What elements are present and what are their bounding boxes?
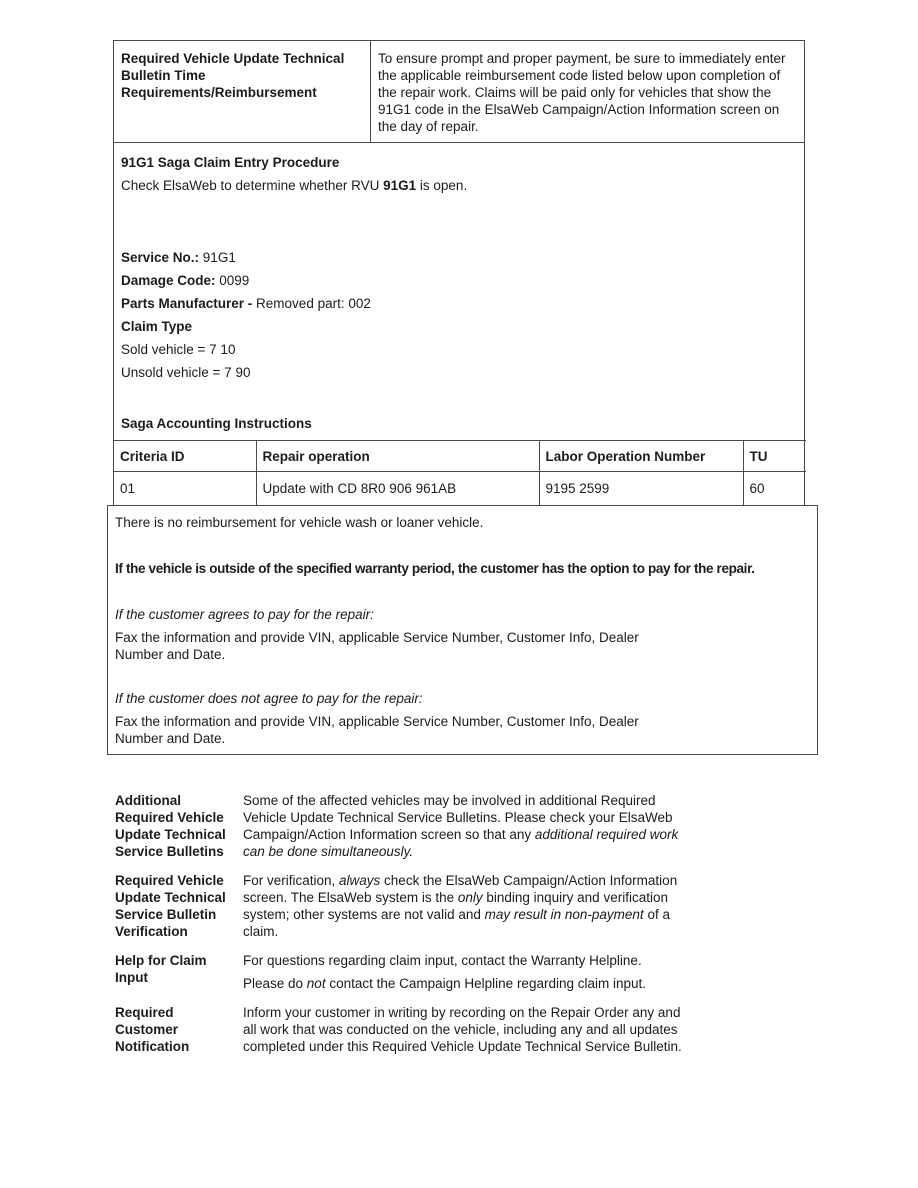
- section-label: Required Vehicle Update Technical Service Bulletin Verification: [115, 873, 226, 939]
- info-section: [115, 1004, 700, 1055]
- claim-type-item: Sold vehicle = 7 10: [121, 342, 236, 357]
- notice-box: [107, 505, 818, 755]
- section-label: Required Customer Notification: [115, 1005, 190, 1054]
- spacer: [115, 577, 811, 606]
- field-value: 91G1: [199, 250, 236, 265]
- field-label: Damage Code:: [121, 273, 216, 288]
- agree-text: Fax the information and provide VIN, applicable Service Number, Customer Info, Dealer Number and Date.: [115, 630, 639, 662]
- accounting-col-header: Repair operation: [256, 441, 539, 472]
- claim-procedure-cell: [114, 143, 804, 440]
- spacer: [115, 663, 811, 690]
- requirements-table: [113, 40, 805, 505]
- field-label: Service No.:: [121, 250, 200, 265]
- disagree-heading: If the customer does not agree to pay for the repair:: [115, 691, 423, 706]
- agree-heading: If the customer agrees to pay for the repair:: [115, 607, 374, 622]
- section-label: Help for Claim Input: [115, 953, 207, 985]
- accounting-header-row: [114, 441, 806, 472]
- field-row: [121, 295, 796, 312]
- claim-fields: [121, 249, 796, 312]
- info-section: [115, 952, 700, 992]
- claim-procedure-heading: 91G1 Saga Claim Entry Procedure: [121, 155, 340, 170]
- info-sections: [115, 792, 700, 1067]
- section-paragraph: Inform your customer in writing by recording on the Repair Order any and all work that was conducted on the vehicle, including any and all updates completed under this Required Vehicle Update Technical Service Bulletin.: [243, 1005, 682, 1054]
- section-paragraph: For verification, always check the ElsaWeb Campaign/Action Information screen. The ElsaWeb system is the only binding inquiry and verification system; other systems are not valid and may result in non-payment of a claim.: [243, 873, 678, 939]
- notice-reimbursement-line: There is no reimbursement for vehicle wash or loaner vehicle.: [115, 515, 484, 530]
- section-body: [243, 952, 690, 992]
- spacer: [115, 531, 811, 560]
- section-body: [243, 1004, 690, 1055]
- info-section: [115, 872, 700, 940]
- spacer: [121, 387, 796, 415]
- field-value: Removed part: 002: [252, 296, 371, 311]
- spacer: [121, 200, 796, 249]
- section-paragraph: Some of the affected vehicles may be involved in additional Required Vehicle Update Technical Service Bulletins. Please check your ElsaWeb Campaign/Action Information screen so that any additional required work can be done simultaneously.: [243, 793, 679, 859]
- field-label: Parts Manufacturer -: [121, 296, 253, 311]
- accounting-heading: Saga Accounting Instructions: [121, 416, 312, 431]
- accounting-col-header: TU: [743, 441, 806, 472]
- section-paragraph: Please do not contact the Campaign Helpline regarding claim input.: [243, 976, 647, 991]
- claim-type-heading: Claim Type: [121, 319, 193, 334]
- claim-procedure-text: Check ElsaWeb to determine whether RVU 91G1 is open.: [121, 178, 468, 193]
- accounting-cell: 60: [749, 481, 765, 496]
- accounting-cell: Update with CD 8R0 906 961AB: [256, 472, 539, 506]
- disagree-text: Fax the information and provide VIN, applicable Service Number, Customer Info, Dealer Number and Date.: [115, 714, 639, 746]
- payment-instructions-cell: To ensure prompt and proper payment, be sure to immediately enter the applicable reimbursement code listed below upon completion of the repair work. Claims will be paid only for vehicles that show the 91G1 code in the ElsaWeb Campaign/Action Information screen on the day of repair.: [378, 51, 786, 134]
- section-paragraph: For questions regarding claim input, contact the Warranty Helpline.: [243, 953, 642, 968]
- claim-type-list: [121, 341, 796, 381]
- section-label: Additional Required Vehicle Update Technical Service Bulletins: [115, 793, 226, 859]
- field-row: [121, 249, 796, 266]
- accounting-row: [114, 472, 806, 506]
- accounting-cell: 9195 2599: [539, 472, 743, 506]
- accounting-col-header: Labor Operation Number: [539, 441, 743, 472]
- section-body: [243, 792, 690, 860]
- accounting-col-header: Criteria ID: [114, 441, 256, 472]
- section-body: [243, 872, 690, 940]
- accounting-cell: 01: [114, 472, 256, 506]
- info-section: [115, 792, 700, 860]
- field-value: 0099: [215, 273, 250, 288]
- notice-warranty-line: If the vehicle is outside of the specified warranty period, the customer has the option to pay for the repair.: [115, 561, 755, 576]
- claim-type-item: Unsold vehicle = 7 90: [121, 365, 251, 380]
- requirements-title-cell: Required Vehicle Update Technical Bulletin Time Requirements/Reimbursement: [114, 41, 371, 142]
- requirements-header-row: [114, 41, 804, 143]
- field-row: [121, 272, 796, 289]
- accounting-table: [114, 440, 806, 505]
